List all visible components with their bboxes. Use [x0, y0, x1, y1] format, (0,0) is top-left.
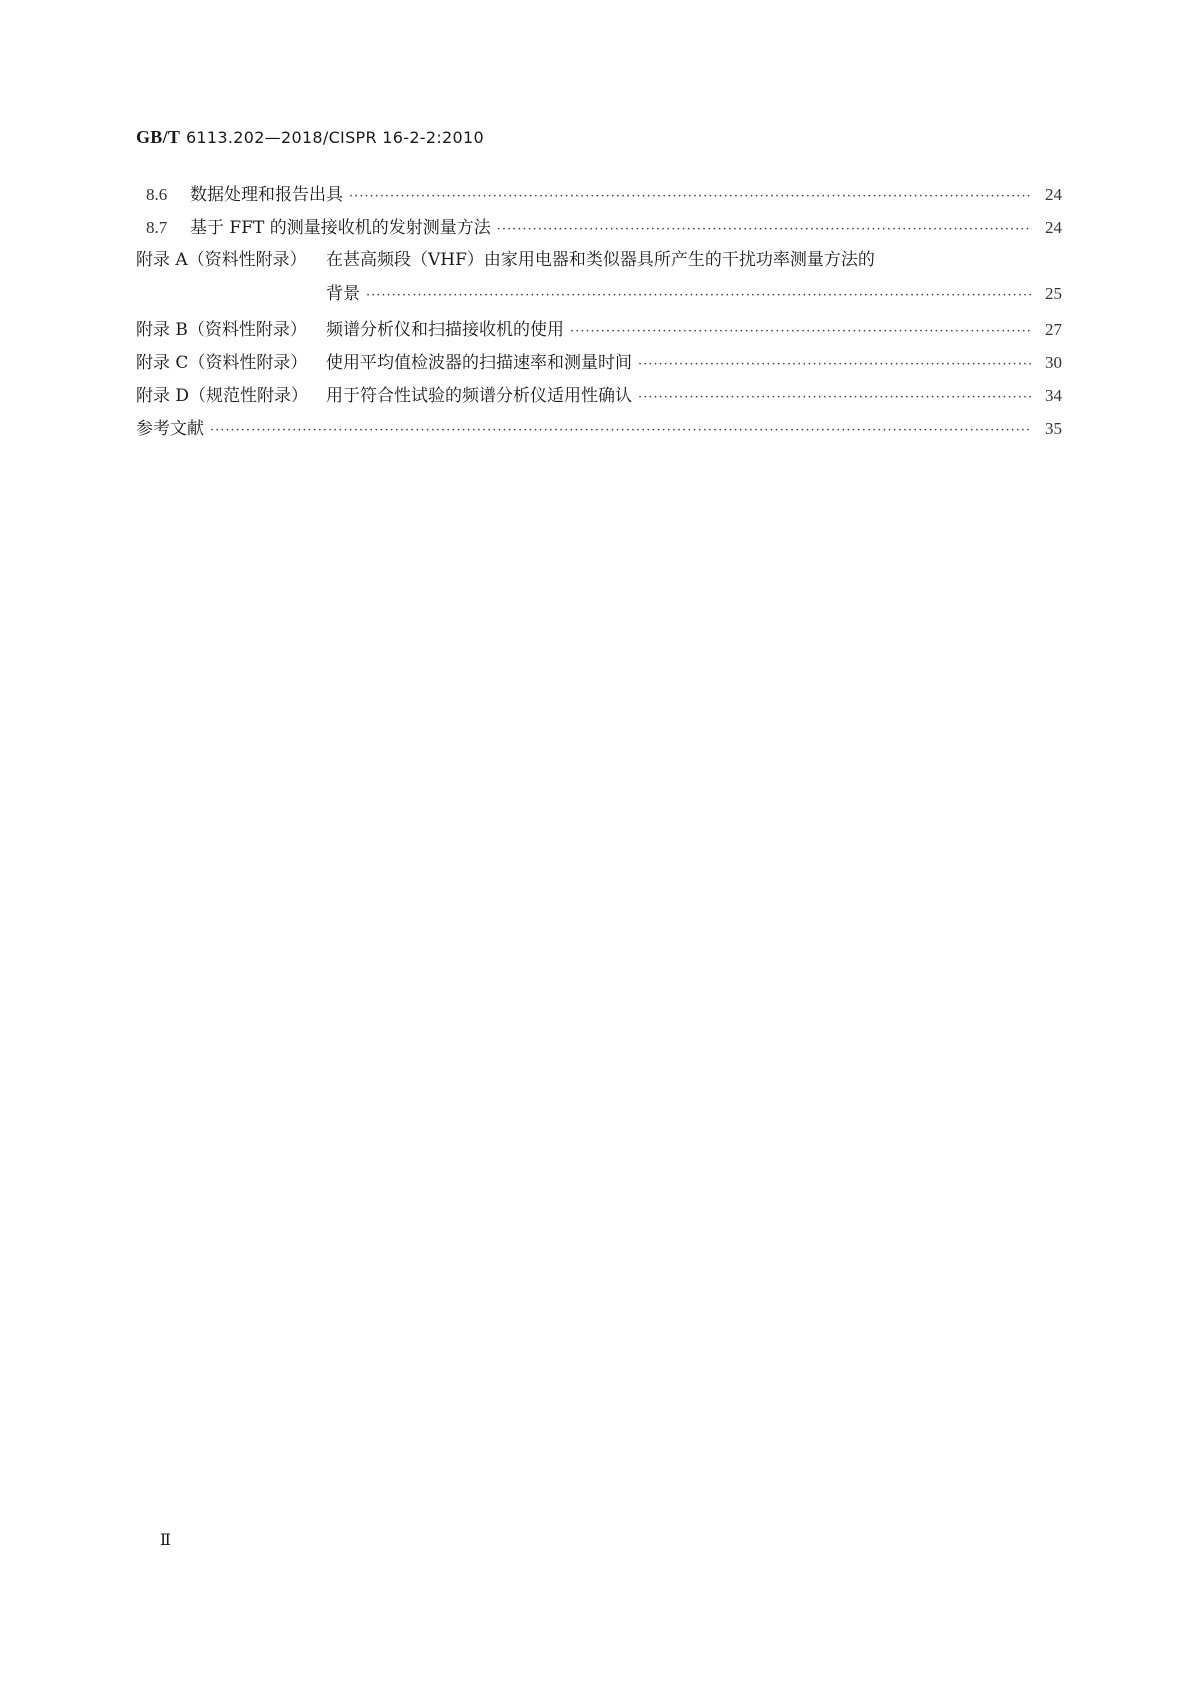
toc-page-number: 24	[1045, 185, 1062, 204]
toc-number: 8.7	[146, 218, 168, 237]
toc-appendix-prefix: 附录 C（资料性附录）	[136, 353, 308, 373]
toc-entry-8-7[interactable]	[136, 211, 1062, 244]
toc-leader-dots	[349, 180, 1032, 213]
toc-title-continued: 背景	[326, 284, 360, 304]
toc-title: 用于符合性试验的频谱分析仪适用性确认	[326, 386, 632, 406]
toc-appendix-prefix: 附录 A（资料性附录）	[136, 250, 307, 270]
toc-leader-dots	[638, 381, 1032, 414]
table-of-contents	[136, 178, 1062, 445]
toc-number: 8.6	[146, 185, 168, 204]
toc-entry-appendix-b[interactable]	[136, 313, 1062, 346]
toc-leader-dots	[638, 348, 1032, 381]
toc-page-number: 34	[1045, 386, 1062, 405]
toc-title: 频谱分析仪和扫描接收机的使用	[326, 320, 564, 340]
toc-appendix-prefix: 附录 D（规范性附录）	[136, 386, 309, 406]
document-header	[136, 127, 484, 148]
toc-title: 参考文献	[136, 419, 204, 439]
toc-page-number: 24	[1045, 218, 1062, 237]
toc-title: 在甚高频段（VHF）由家用电器和类似器具所产生的干扰功率测量方法的	[326, 250, 875, 270]
page-number-footer: Ⅱ	[160, 1532, 171, 1549]
toc-title: 使用平均值检波器的扫描速率和测量时间	[326, 353, 632, 373]
toc-leader-dots	[497, 213, 1032, 246]
toc-entry-references[interactable]	[136, 412, 1062, 445]
toc-title: 基于 FFT 的测量接收机的发射测量方法	[190, 218, 491, 238]
standard-number: 6113.202—2018/CISPR 16-2-2:2010	[185, 128, 484, 147]
toc-leader-dots	[210, 414, 1032, 447]
toc-page-number: 25	[1045, 284, 1062, 303]
toc-entry-appendix-d[interactable]	[136, 379, 1062, 412]
toc-leader-dots	[366, 279, 1032, 312]
toc-title: 数据处理和报告出具	[190, 185, 343, 205]
toc-page-number: 30	[1045, 353, 1062, 372]
toc-page-number: 35	[1045, 419, 1062, 438]
toc-entry-8-6[interactable]	[136, 178, 1062, 211]
toc-appendix-prefix: 附录 B（资料性附录）	[136, 320, 307, 340]
toc-entry-appendix-a[interactable]	[136, 244, 1062, 313]
toc-entry-appendix-c[interactable]	[136, 346, 1062, 379]
standard-code: GB/T	[136, 127, 181, 147]
toc-leader-dots	[570, 315, 1032, 348]
toc-page-number: 27	[1045, 320, 1062, 339]
